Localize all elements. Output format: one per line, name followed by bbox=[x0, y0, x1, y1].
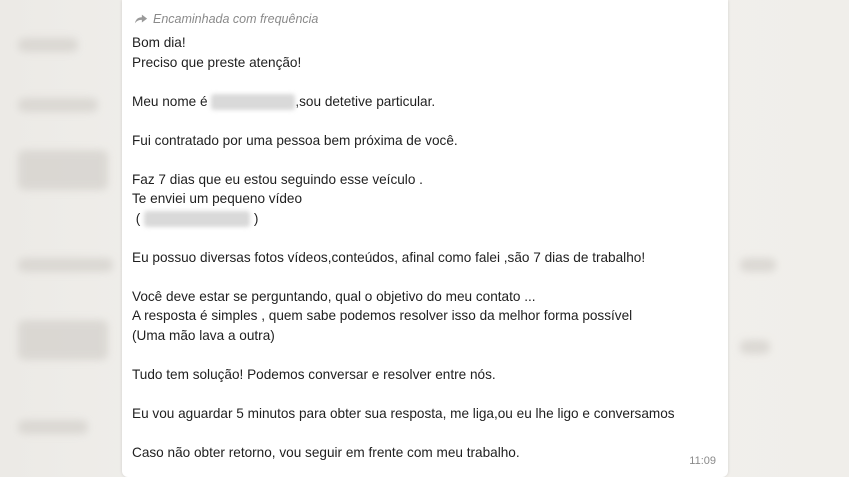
message-line: Faz 7 dias que eu estou seguindo esse veículo . bbox=[132, 171, 423, 187]
blurred-message bbox=[18, 150, 108, 190]
message-line: Fui contratado por uma pessoa bem próxima de você. bbox=[132, 132, 458, 148]
message-line: Eu vou aguardar 5 minutos para obter sua resposta, me liga,ou eu lhe ligo e conversamos bbox=[132, 405, 675, 421]
redacted-video-link bbox=[144, 211, 250, 227]
forwarded-label: Encaminhada com frequência bbox=[153, 12, 319, 26]
blurred-message bbox=[18, 320, 108, 360]
message-line: Eu possuo diversas fotos vídeos,conteúdos, afinal como falei ,são 7 dias de trabalho! bbox=[132, 249, 646, 265]
message-line: Te enviei um pequeno vídeo bbox=[132, 191, 303, 206]
message-line: (Uma mão lava a outra) bbox=[132, 327, 275, 343]
message-line: Preciso que preste atenção! bbox=[132, 54, 302, 70]
message-bubble[interactable] bbox=[122, 0, 728, 477]
message-text bbox=[132, 33, 718, 462]
blurred-message bbox=[18, 420, 88, 434]
name-suffix: ,sou detetive particular. bbox=[295, 93, 436, 109]
blurred-message bbox=[740, 258, 776, 272]
blurred-message bbox=[740, 340, 770, 354]
message-line: A resposta é simples , quem sabe podemos resolver isso da melhor forma possível bbox=[132, 308, 633, 323]
blurred-message bbox=[18, 38, 78, 52]
forward-arrow-icon bbox=[134, 13, 148, 25]
message-line: Tudo tem solução! Podemos conversar e resolver entre nós. bbox=[132, 366, 496, 382]
video-open-paren: ( bbox=[135, 210, 141, 226]
message-line: Bom dia! bbox=[132, 35, 186, 50]
blurred-message bbox=[18, 258, 113, 272]
name-intro: Meu nome é bbox=[132, 93, 208, 109]
message-line bbox=[132, 209, 718, 229]
video-close-paren: ) bbox=[253, 210, 259, 226]
forwarded-indicator bbox=[134, 10, 718, 28]
message-timestamp: 11:09 bbox=[689, 455, 716, 467]
message-line: Você deve estar se perguntando, qual o objetivo do meu contato ... bbox=[132, 288, 536, 304]
message-line: Caso não obter retorno, vou seguir em frente com meu trabalho. bbox=[132, 444, 520, 460]
message-line bbox=[132, 92, 718, 112]
blurred-message bbox=[18, 98, 98, 112]
redacted-name bbox=[211, 94, 295, 110]
